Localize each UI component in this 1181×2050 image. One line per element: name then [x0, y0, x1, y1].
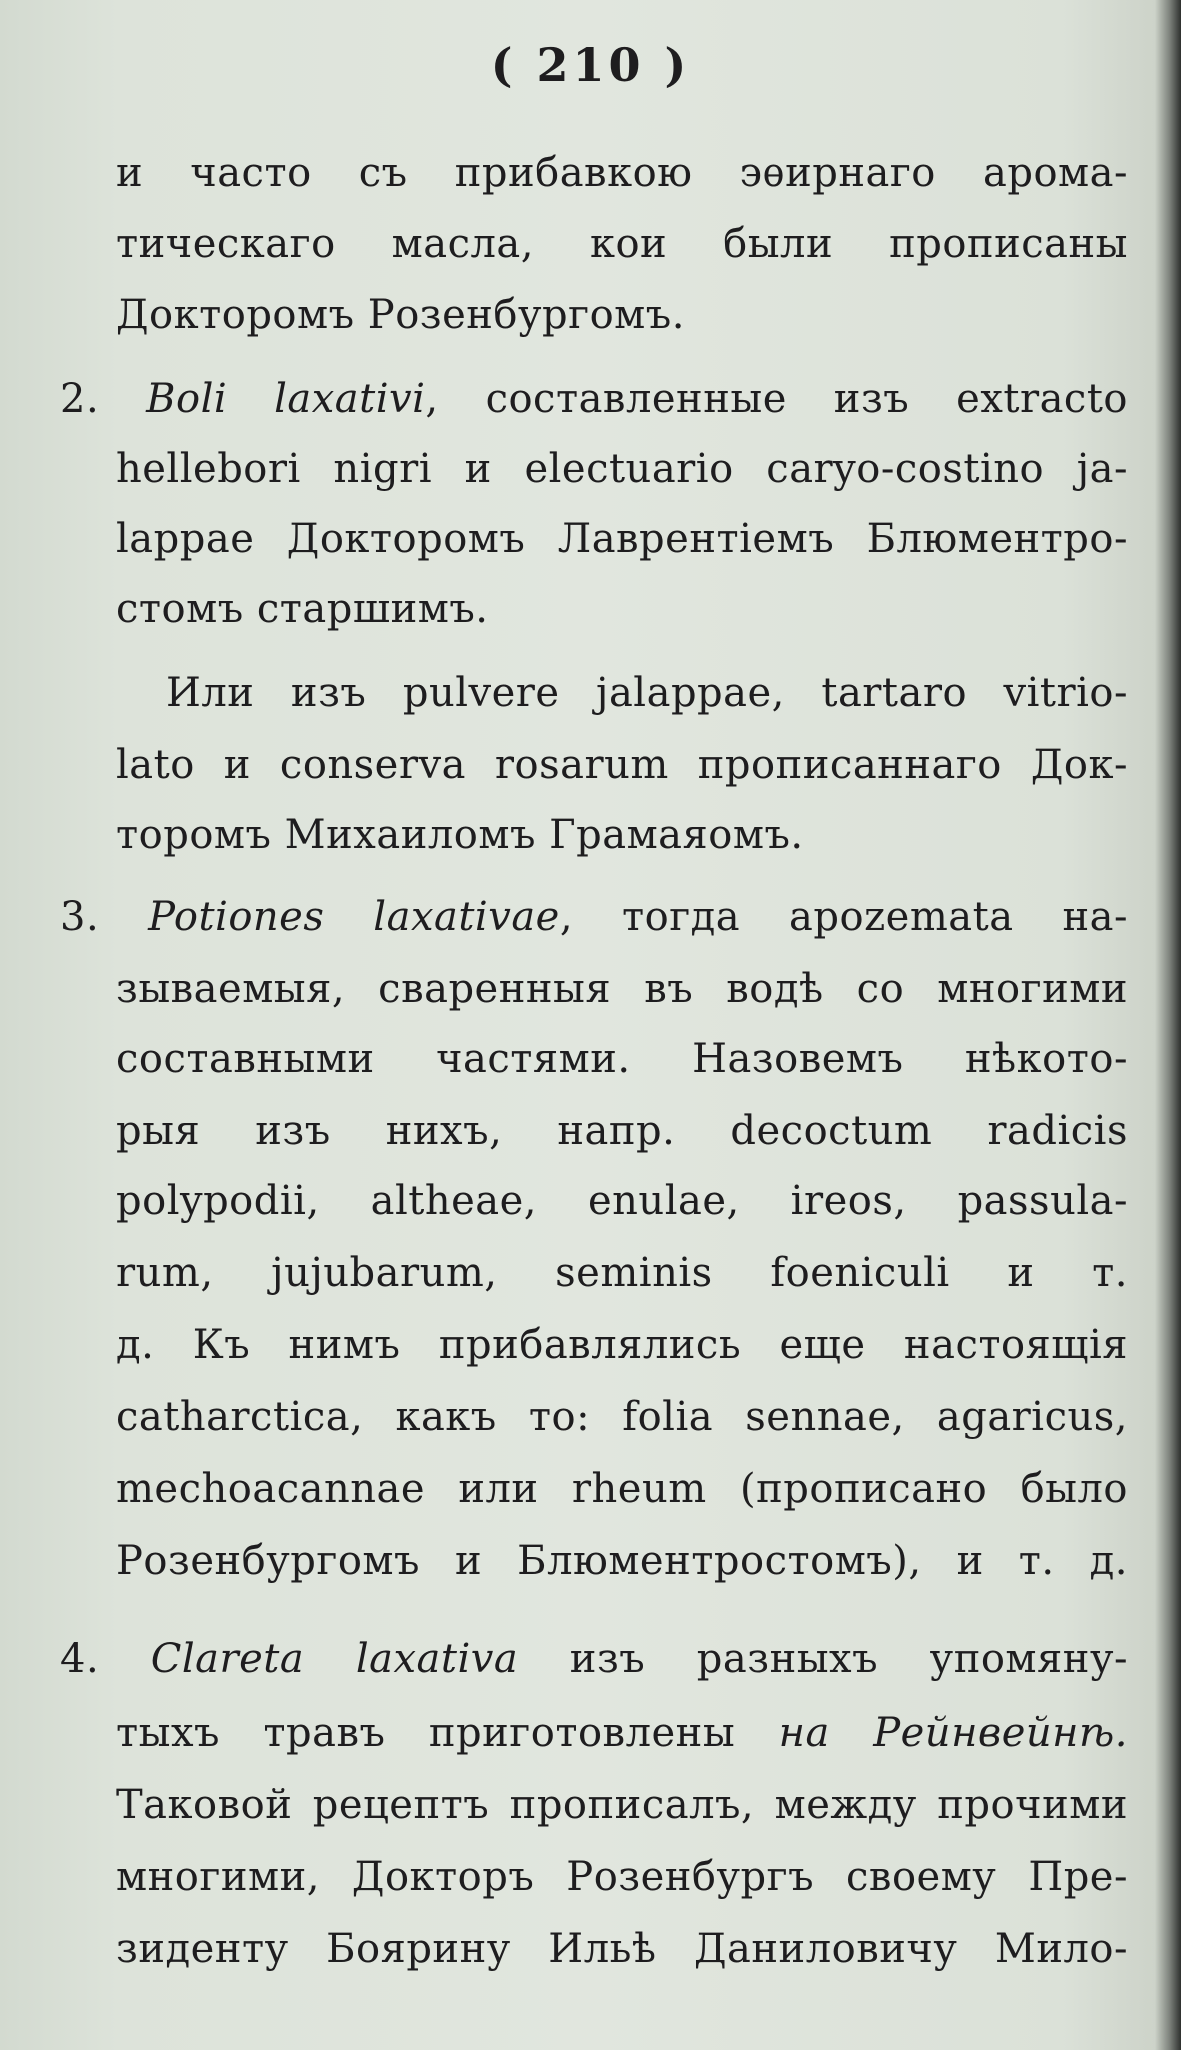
text-line: lappae Докторомъ Лаврентіемъ Блюментро-	[116, 516, 1128, 562]
text-line: многими, Докторъ Розенбургъ своему Пре-	[116, 1854, 1128, 1900]
page-edge-shadow	[1155, 0, 1181, 2050]
text-line: стомъ старшимъ.	[116, 586, 489, 632]
text-line: торомъ Михаиломъ Грамаяомъ.	[116, 812, 804, 858]
list-item-3-line: 3. Potiones laxativae, тогда apozemata на-	[60, 894, 1128, 940]
list-number: 3.	[60, 894, 149, 940]
page-number: ( 210 )	[490, 38, 691, 92]
list-number: 2.	[60, 376, 147, 422]
text-line: Докторомъ Розенбургомъ.	[116, 292, 685, 338]
latin-term: Potiones laxativae	[148, 894, 560, 940]
text-line: mechoacannae или rheum (прописано было	[116, 1466, 1128, 1512]
text-line: рыя изъ нихъ, напр. decoctum radicis	[116, 1108, 1128, 1154]
text-line: lato и conserva rosarum прописаннаго Док-	[116, 742, 1128, 788]
text-line: и часто съ прибавкою эѳирнаго арома-	[116, 150, 1128, 196]
list-item-2-line: 2. Boli laxativi, составленные изъ extracto	[60, 376, 1128, 422]
text-line: д. Къ нимъ прибавлялись еще настоящія	[116, 1322, 1128, 1368]
list-item-4-line: 4. Clareta laxativa изъ разныхъ упомяну-	[60, 1636, 1128, 1682]
text-line: catharctica, какъ то: folia sennae, agaricus,	[116, 1394, 1128, 1440]
text-line: Розенбургомъ и Блюментростомъ), и т. д.	[116, 1538, 1128, 1584]
text-line: составными частями. Назовемъ нѣкото-	[116, 1036, 1128, 1082]
latin-term: Clareta laxativa	[150, 1636, 519, 1682]
text-line: тыхъ травъ приготовлены на Рейнвейнѣ.	[116, 1710, 1128, 1756]
text-line: Таковой рецептъ прописалъ, между прочими	[116, 1782, 1128, 1828]
text-line: зываемыя, сваренныя въ водѣ со многими	[116, 966, 1128, 1012]
text-line: тическаго масла, кои были прописаны	[116, 221, 1128, 267]
text-line: polypodii, altheae, enulae, ireos, passula-	[116, 1178, 1128, 1224]
latin-term: Boli laxativi	[146, 376, 426, 422]
list-number: 4.	[60, 1636, 151, 1682]
text-line: rum, jujubarum, seminis foeniculi и т.	[116, 1250, 1128, 1296]
text-line: hellebori nigri и electuario caryo-costino ja-	[116, 446, 1128, 492]
italic-phrase: на Рейнвейнѣ.	[778, 1710, 1128, 1756]
text-line: Или изъ pulvere jalappae, tartaro vitrio-	[166, 670, 1128, 716]
text-line: зиденту Боярину Ильѣ Даниловичу Мило-	[116, 1926, 1128, 1972]
